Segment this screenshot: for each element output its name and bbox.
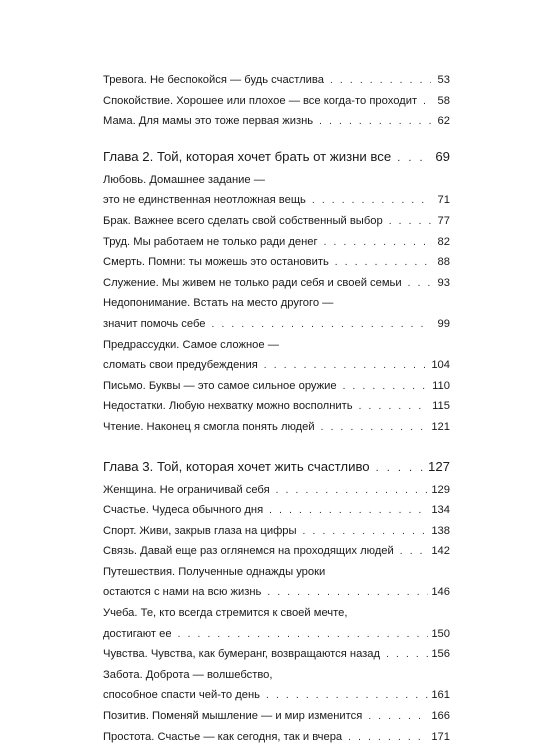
table-of-contents: [103, 74, 450, 751]
toc-entry-title: Мама. Для мамы это тоже первая жизнь: [103, 115, 314, 128]
toc-entry: [103, 607, 450, 628]
toc-entry-page: 115: [432, 400, 450, 413]
dot-leader: [269, 504, 428, 517]
toc-entry-page: 99: [437, 317, 450, 330]
toc-entry-title: Счастье. Чудеса обычного дня: [103, 504, 264, 517]
toc-entry-title: Брак. Важнее всего сделать свой собственный выбор: [103, 214, 383, 227]
dot-leader: [376, 462, 425, 475]
toc-entry-title: Позитив. Поменяй мышление — и мир изменится: [103, 710, 363, 723]
toc-entry-title: Любовь. Домашнее задание —: [103, 173, 265, 186]
dot-leader: [324, 236, 431, 249]
dot-leader: [408, 277, 431, 290]
toc-entry-page: 142: [431, 545, 450, 558]
dot-leader: [303, 525, 429, 538]
toc-entry: [103, 731, 450, 751]
toc-entry-page: 129: [431, 483, 450, 496]
toc-entry: [103, 545, 450, 566]
toc-entry: [103, 689, 450, 710]
toc-entry-page: 77: [437, 214, 450, 227]
chapter-title: Глава 2. Той, которая хочет брать от жизни все: [103, 148, 392, 164]
toc-entry: [103, 236, 450, 257]
dot-leader: [264, 359, 429, 372]
toc-entry-page: 166: [431, 710, 450, 723]
toc-entry: [103, 194, 450, 215]
dot-leader: [423, 95, 431, 108]
toc-entry: [103, 648, 450, 669]
toc-entry: [103, 669, 450, 690]
toc-entry: [103, 628, 450, 649]
toc-entry-title: Забота. Доброта — волшебство,: [103, 668, 273, 681]
toc-entry-title: Спокойствие. Хорошее или плохое — все когда-то проходит: [103, 94, 418, 107]
toc-entry-page: 138: [431, 524, 450, 537]
dot-leader: [389, 215, 431, 228]
toc-entry-title: Предрассудки. Самое сложное —: [103, 338, 279, 351]
toc-entry-title: Учеба. Те, кто всегда стремится к своей мечте,: [103, 607, 348, 620]
toc-entry-title: остаются с нами на всю жизнь: [103, 586, 262, 599]
dot-leader: [343, 380, 430, 393]
dot-leader: [178, 628, 429, 641]
toc-entry-page: 146: [431, 586, 450, 599]
chapter-page: 69: [435, 148, 450, 164]
toc-entry: [103, 318, 450, 339]
toc-entry: [103, 339, 450, 360]
toc-entry: [103, 504, 450, 525]
toc-entry-title: сломать свои предубеждения: [103, 359, 258, 372]
dot-leader: [319, 115, 431, 128]
toc-entry-title: Путешествия. Полученные однажды уроки: [103, 565, 326, 578]
toc-entry-title: Женщина. Не ограничивай себя: [103, 483, 270, 496]
dot-leader: [266, 689, 428, 702]
dot-leader: [400, 545, 429, 558]
toc-entry-page: 71: [437, 194, 450, 207]
toc-entry-title: Связь. Давай еще раз оглянемся на проходящих людей: [103, 545, 394, 558]
chapter-heading: [103, 460, 450, 484]
toc-entry-title: значит помочь себе: [103, 317, 206, 330]
chapter-heading: [103, 150, 450, 174]
toc-entry-title: Служение. Мы живем не только ради себя и своей семьи: [103, 276, 402, 289]
chapter-page: 127: [427, 458, 450, 474]
toc-entry: [103, 380, 450, 401]
toc-entry-title: Чтение. Наконец я смогла понять людей: [103, 420, 315, 433]
toc-entry-page: 161: [431, 689, 450, 702]
toc-entry: [103, 586, 450, 607]
dot-leader: [321, 421, 429, 434]
dot-leader: [359, 400, 430, 413]
toc-entry-title: Смерть. Помни: ты можешь это остановить: [103, 256, 329, 269]
toc-entry-page: 88: [437, 256, 450, 269]
toc-entry: [103, 277, 450, 298]
toc-entry: [103, 95, 450, 116]
toc-entry-title: Письмо. Буквы — это самое сильное оружие: [103, 379, 337, 392]
toc-entry: [103, 74, 450, 95]
dot-leader: [330, 74, 431, 87]
toc-entry-title: это не единственная неотложная вещь: [103, 194, 306, 207]
dot-leader: [335, 256, 431, 269]
toc-entry: [103, 115, 450, 136]
dot-leader: [312, 194, 431, 207]
toc-entry-page: 150: [431, 627, 450, 640]
toc-entry-page: 110: [432, 379, 450, 392]
toc-entry-title: способное спасти чей-то день: [103, 689, 261, 702]
chapter-title: Глава 3. Той, которая хочет жить счастливо: [103, 458, 370, 474]
toc-entry-page: 53: [437, 74, 450, 86]
toc-entry: [103, 359, 450, 380]
dot-leader: [276, 484, 429, 497]
dot-leader: [386, 648, 428, 661]
toc-entry-page: 82: [437, 235, 450, 248]
dot-leader: [348, 731, 428, 744]
toc-entry-title: Труд. Мы работаем не только ради денег: [103, 235, 318, 248]
toc-entry-page: 171: [431, 730, 450, 743]
toc-entry-page: 121: [431, 420, 450, 433]
toc-entry: [103, 215, 450, 236]
dot-leader: [267, 586, 428, 599]
toc-entry: [103, 174, 450, 195]
toc-entry-page: 58: [437, 94, 450, 107]
toc-entry-page: 104: [431, 359, 450, 372]
toc-entry-title: достигают ее: [103, 627, 172, 640]
toc-entry-title: Недостатки. Любую нехватку можно восполнить: [103, 400, 353, 413]
toc-entry: [103, 566, 450, 587]
toc-entry-title: Чувства. Чувства, как бумеранг, возвращаются назад: [103, 648, 381, 661]
toc-entry: [103, 525, 450, 546]
toc-entry: [103, 710, 450, 731]
toc-entry: [103, 297, 450, 318]
dot-leader: [368, 710, 428, 723]
dot-leader: [397, 152, 431, 165]
toc-entry: [103, 484, 450, 505]
toc-entry-title: Тревога. Не беспокойся — будь счастлива: [103, 74, 324, 86]
toc-entry: [103, 256, 450, 277]
toc-entry-page: 93: [437, 276, 450, 289]
toc-entry: [103, 421, 450, 442]
toc-entry-page: 134: [431, 504, 450, 517]
toc-entry-title: Простота. Счастье — как сегодня, так и вчера: [103, 730, 343, 743]
toc-entry-page: 62: [437, 115, 450, 128]
dot-leader: [212, 318, 431, 331]
toc-entry: [103, 400, 450, 421]
toc-entry-title: Недопонимание. Встать на место другого —: [103, 297, 334, 310]
toc-entry-page: 156: [431, 648, 450, 661]
toc-entry-title: Спорт. Живи, закрыв глаза на цифры: [103, 524, 297, 537]
